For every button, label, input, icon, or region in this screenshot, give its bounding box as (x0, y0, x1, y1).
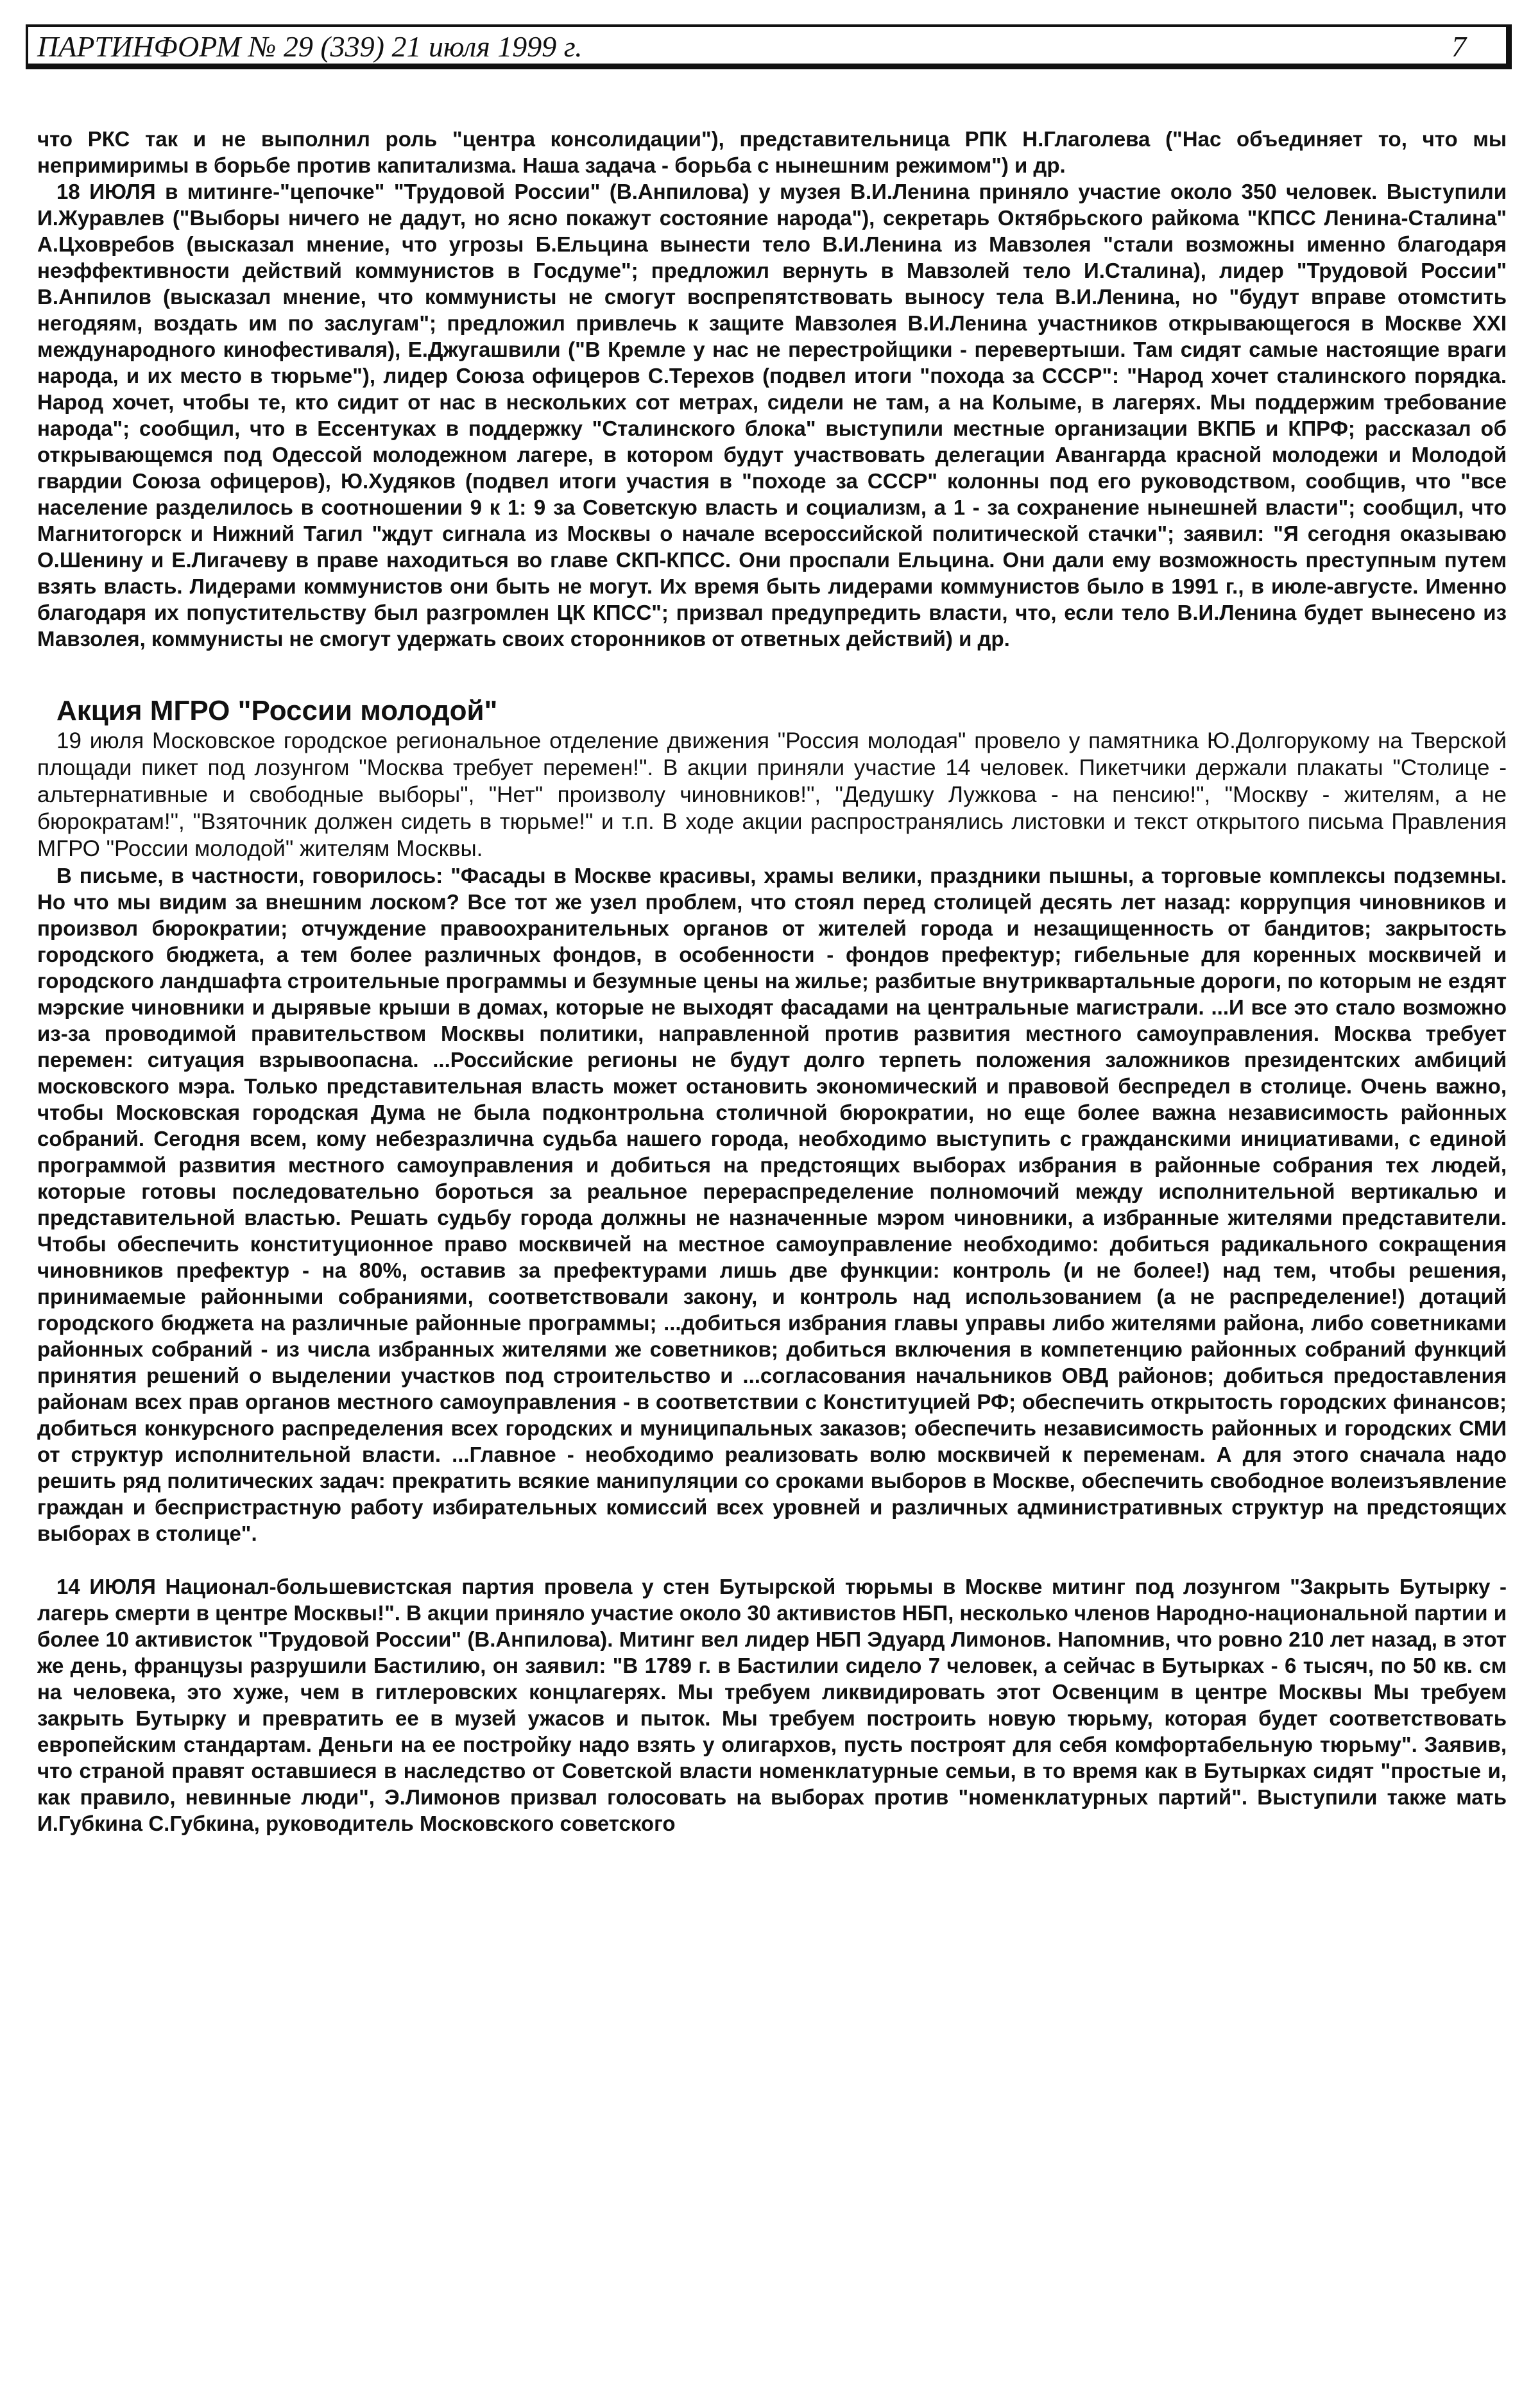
page-number: 7 (1451, 30, 1466, 63)
paragraph-july-19: 19 июля Московское городское региональное отделение движения "Россия молодая" провело у памятника Ю.Долгорукому на Тверской площади пикет под лозунгом "Москва требует перемен!". В акции приняли участие 14 человек. Пикетчики держали плакаты "Столице - альтернативные и свободные выборы", "Нет" произволу чиновников!", "Дедушку Лужкова - на пенсию!", "Москву - жителям, а не бюрократам!", "Взяточник должен сидеть в тюрьме!" и т.п. В ходе акции распространялись листовки и текст открытого письма Правления МГРО "России молодой" жителям Москвы. (37, 728, 1507, 861)
article-body (37, 126, 1507, 1837)
letter-lead: В письме, в частности, говорилось: (56, 864, 443, 887)
section-title: Акция МГРО "России молодой" (56, 695, 498, 726)
publication-title: ПАРТИНФОРМ № 29 (339) 21 июля 1999 г. (37, 30, 583, 63)
letter-quote: "Фасады в Москве красивы, храмы велики, праздники пышны, а торговые комплексы подземны. Но что мы видим за внешним лоском? Все тот же узел проблем, что стоял перед столицей десять лет назад: коррупция чиновников и произвол бюрократии; отчуждение правоохранительных органов от жителей города и незащищенность от бандитов; закрытость городского бюджета, а тем более различных фондов, в особенности - фондов префектур; гибельные для коренных москвичей и городского ландшафта строительные программы и безумные цены на жилье; разбитые внутриквартальные дороги, по которым не ездят мэрские чиновники и дырявые крыши в домах, которые не выходят фасадами на центральные магистрали. ...И все это стало возможно из-за проводимой правительством Москвы политики, направленной против развития местного самоуправления. Москва требует перемен: ситуация взрывоопасна. ...Российские регионы не будут долго терпеть положения заложников президентских амбиций московского мэра. Только представительная власть может остановить экономический и правовой беспредел в столице. Очень важно, чтобы Московская городская Дума не была подконтрольна столичной бюрократии, но еще более важна независимость районных собраний. Сегодня всем, кому небезразлична судьба нашего города, необходимо выступить с гражданскими инициативами, с единой программой развития местного самоуправления и добиться на предстоящих выборах избрания в районные собрания тех людей, которые готовы последовательно бороться за реальное перераспределение полномочий между исполнительной вертикалью и представительной властью. Решать судьбу города должны не назначенные мэром чиновники, а избранные жителями представители. Чтобы обеспечить конституционное право москвичей на местное самоуправление необходимо: добиться радикального сокращения чиновников префектур - на 80%, оставив за префектурами лишь две функции: контроль (и не более!) над тем, чтобы решения, принимаемые районными собраниями, соответствовали закону, и контроль над использованием (а не распределение!) дотаций городского бюджета на различные районные программы; ...добиться избрания главы управы либо жителями района, либо советниками районных собраний - из числа избранных жителями же советников; добиться включения в компетенцию районных собраний функций принятия решений о выделении участков под строительство и ...согласования начальников ОВД районов; добиться предоставления районам всех прав органов местного самоуправления - в соответствии с Конституцией РФ; обеспечить открытость городских финансов; добиться конкурсного распределения всех городских и муниципальных заказов; обеспечить независимость районных и городских СМИ от структур исполнительной власти. ...Главное - необходимо реализовать волю москвичей к переменам. А для этого сначала надо решить ряд политических задач: прекратить всякие манипуляции со сроками выборов в Москве, обеспечить свободное волеизъявление граждан и беспристрастную работу избирательных комиссий всех уровней и различных административных структур на предстоящих выборах в столице". (37, 864, 1507, 1545)
paragraph-letter (37, 862, 1507, 1547)
page-header (26, 24, 1512, 69)
paragraph-july-14: 14 ИЮЛЯ Национал-большевистская партия провела у стен Бутырской тюрьмы в Москве митинг под лозунгом "Закрыть Бутырку - лагерь смерти в центре Москвы!". В акции приняло участие около 30 активистов НБП, несколько членов Народно-национальной партии и более 10 активисток "Трудовой России" (В.Анпилова). Митинг вел лидер НБП Эдуард Лимонов. Напомнив, что ровно 210 лет назад, в этот же день, французы разрушили Бастилию, он заявил: "В 1789 г. в Бастилии сидело 7 человек, а сейчас в Бутырках - 6 тысяч, по 50 кв. см на человека, это хуже, чем в гитлеровских концлагерях. Мы требуем ликвидировать этот Освенцим в центре Москвы Мы требуем закрыть Бутырку и превратить ее в музей ужасов и пыток. Мы требуем построить новую тюрьму, которая будет соответствовать европейским стандартам. Деньги на ее постройку надо взять у олигархов, пусть построят для себя комфортабельную тюрьму". Заявив, что страной правят оставшиеся в наследство от Советской власти номенклатурные семьи, в то время как в Бутырках сидят "простые и, как правило, невинные люди", Э.Лимонов призвал голосовать на выборах против "номенклатурных партий". Выступили также мать И.Губкина С.Губкина, руководитель Московского советского (37, 1575, 1507, 1835)
intro-paragraph-continuation: что РКС так и не выполнил роль "центра консолидации"), представительница РПК Н.Глаголева ("Нас объединяет то, что мы непримиримы в борьбе против капитализма. Наша задача - борьба с нынешним режимом") и др. (37, 127, 1507, 177)
paragraph-july-18: 18 ИЮЛЯ в митинге-"цепочке" "Трудовой России" (В.Анпилова) у музея В.И.Ленина приняло участие около 350 человек. Выступили И.Журавлев ("Выборы ничего не дадут, но ясно покажут состояние народа"), секретарь Октябрьского райкома "КПСС Ленина-Сталина" А.Цховребов (высказал мнение, что угрозы Б.Ельцина вынести тело В.И.Ленина из Мавзолея "стали возможны именно благодаря неэффективности действий коммунистов в Госдуме"; предложил вернуть в Мавзолей тело И.Сталина), лидер "Трудовой России" В.Анпилов (высказал мнение, что коммунисты не смогут воспрепятствовать выносу тела В.И.Ленина, но "будут вправе отомстить негодяям, воздать им по заслугам"; предложил привлечь к защите Мавзолея В.И.Ленина участников открывающегося в Москве XXI международного кинофестиваля), Е.Джугашвили ("В Кремле у нас не перестройщики - перевертыши. Там сидят самые настоящие враги народа, и их место в тюрьме"), лидер Союза офицеров С.Терехов (подвел итоги "похода за СССР": "Народ хочет сталинского порядка. Народ хочет, чтобы те, кто сидит от нас в нескольких сот метрах, сидели не там, а на Колыме, в лагерях. Мы поддержим требование народа"; сообщил, что в Ессентуках в поддержку "Сталинского блока" выступили местные организации ВКПБ и КПРФ; рассказал об открывающемся под Одессой молодежном лагере, в котором будут участвовать делегации Авангарда красной молодежи и Молодой гвардии Союза офицеров), Ю.Худяков (подвел итоги участия в "походе за СССР" колонны под его руководством, сообщив, что "все население разделилось в соотношении 9 к 1: 9 за Советскую власть и социализм, а 1 - за сохранение нынешней власти"; сообщил, что Магнитогорск и Нижний Тагил "ждут сигнала из Москвы о начале всероссийской политической стачки"; заявил: "Я сегодня оказываю О.Шенину и Е.Лигачеву в праве находиться во главе СКП-КПСС. Они проспали Ельцина. Они дали ему возможность преступным путем взять власть. Лидерами коммунистов они быть не могут. Их время быть лидерами коммунистов было в 1991 г., в июле-августе. Именно благодаря их попустительству был разгромлен ЦК КПСС"; призвал предупредить власти, что, если тело В.И.Ленина будет вынесено из Мавзолея, коммунисты не смогут удержать своих сторонников от ответных действий) и др. (37, 180, 1507, 651)
